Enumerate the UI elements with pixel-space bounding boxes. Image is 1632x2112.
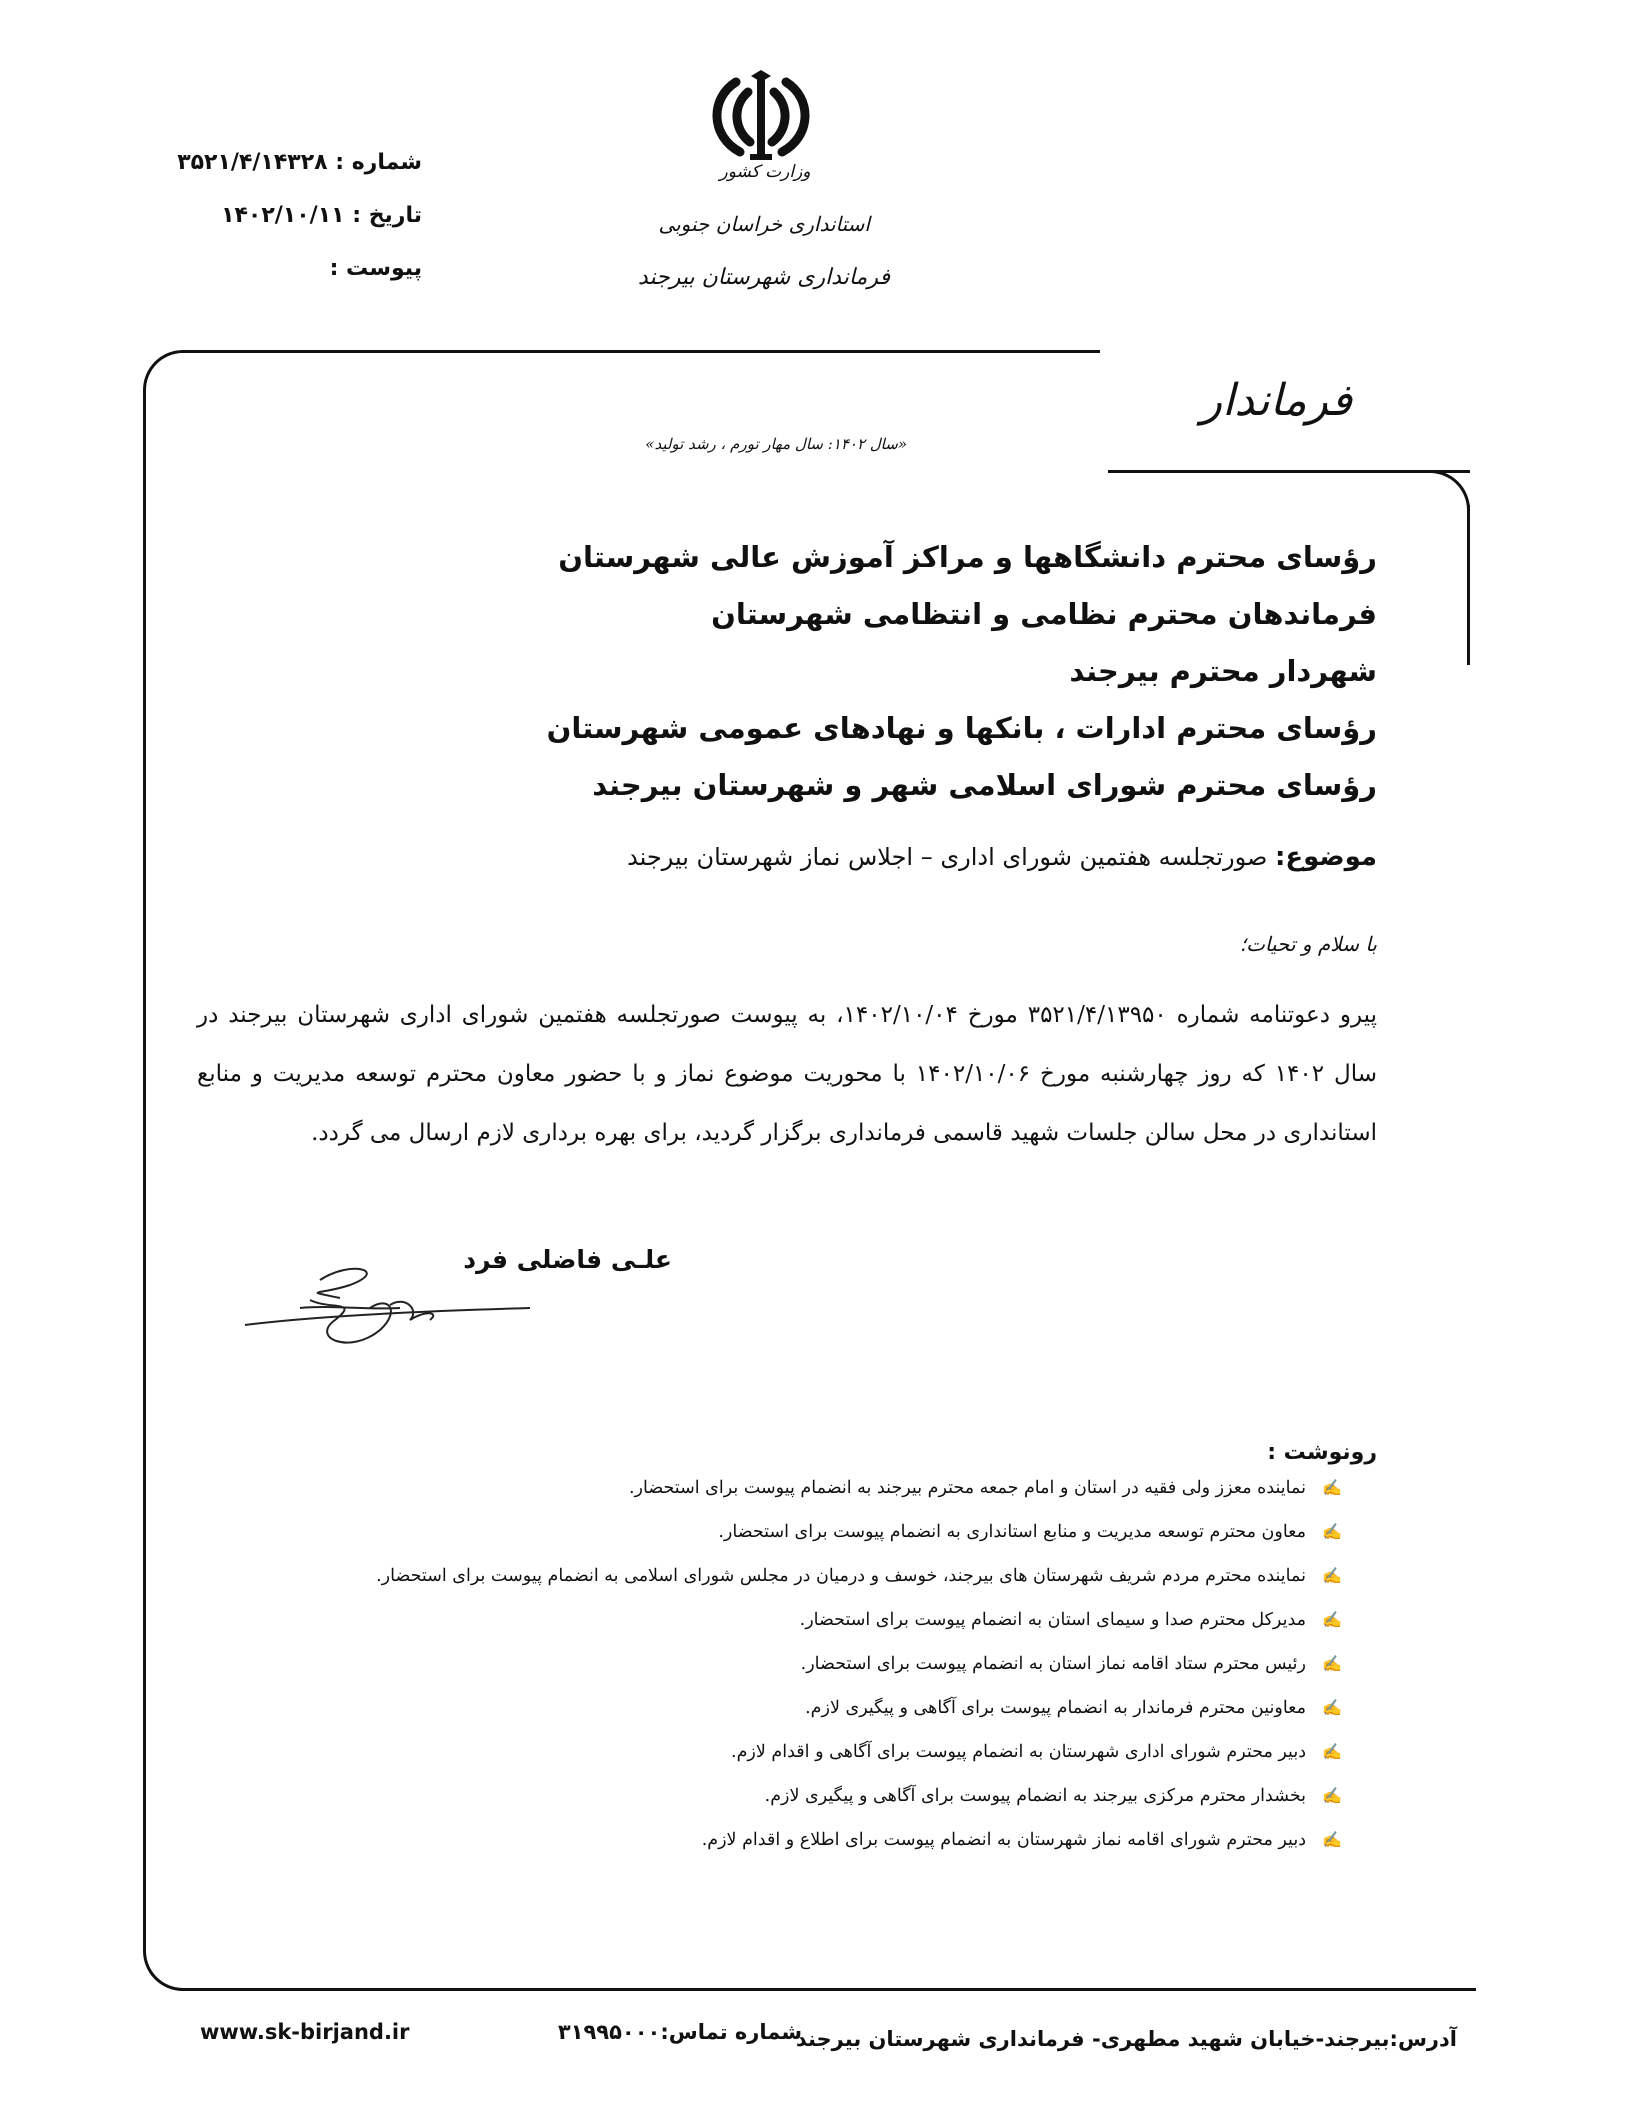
number-value: ۳۵۲۱/۴/۱۴۳۲۸ xyxy=(177,150,328,175)
list-item xyxy=(629,1478,1342,1498)
letter-attachment xyxy=(330,256,422,281)
slogan: «سال ۱۴۰۲: سال مهار تورم ، رشد تولید» xyxy=(645,435,907,453)
footer-address: آدرس:بیرجند-خیابان شهید مطهری- فرمانداری شهرستان بیرجند xyxy=(795,2027,1457,2051)
recipient-2: فرماندهان محترم نظامی و انتظامی شهرستان xyxy=(711,597,1377,631)
pen-writing-icon: ✍ xyxy=(1322,1478,1342,1497)
frame-top-step xyxy=(1108,470,1470,473)
list-item xyxy=(765,1786,1342,1806)
signer-name: علـی فاضلی فرد xyxy=(463,1245,672,1274)
recipient-3: شهردار محترم بیرجند xyxy=(1069,654,1377,688)
list-item xyxy=(800,1610,1342,1630)
list-item xyxy=(702,1830,1342,1850)
pen-writing-icon: ✍ xyxy=(1322,1742,1342,1761)
cc-item-text: دبیر محترم شورای اقامه نماز شهرستان به انضمام پیوست برای اطلاع و اقدام لازم. xyxy=(701,1830,1306,1850)
cc-item-text: نماینده معزز ولی فقیه در استان و امام جمعه محترم بیرجند به انضمام پیوست برای استحضار. xyxy=(628,1478,1306,1498)
pen-writing-icon: ✍ xyxy=(1322,1566,1342,1585)
cc-item-text: معاونین محترم فرماندار به انضمام پیوست برای آگاهی و پیگیری لازم. xyxy=(805,1698,1306,1718)
cc-item-text: مدیرکل محترم صدا و سیمای استان به انضمام پیوست برای استحضار. xyxy=(799,1610,1306,1630)
letter-body: پیرو دعوتنامه شماره ۳۵۲۱/۴/۱۳۹۵۰ مورخ ۱۴۰۲/۱۰/۰۴، به پیوست صورتجلسه هفتمین شورای اداری شهرستان بیرجند در سال ۱۴۰۲ که روز چهارشنبه مورخ ۱۴۰۲/۱۰/۰۶ با محوریت موضوع نماز و با حضور معاون محترم توسعه مدیریت و منابع استانداری در محل سالن جلسات شهید قاسمی فرمانداری برگزار گردید، برای بهره برداری لازم ارسال می گردد. xyxy=(197,1002,1378,1146)
list-item xyxy=(801,1654,1342,1674)
pen-writing-icon: ✍ xyxy=(1322,1654,1342,1673)
date-label: تاریخ : xyxy=(352,203,422,228)
list-item xyxy=(805,1698,1342,1718)
footer-phone: شماره تماس:۳۱۹۹۵۰۰۰ xyxy=(557,2020,802,2044)
pen-writing-icon: ✍ xyxy=(1322,1830,1342,1849)
cc-title: رونوشت : xyxy=(1267,1440,1377,1465)
province-name: استانداری خراسان جنوبی xyxy=(658,212,870,236)
greeting: با سلام و تحیات؛ xyxy=(1239,932,1377,956)
list-item xyxy=(731,1742,1342,1762)
footer-website[interactable]: www.sk-birjand.ir xyxy=(200,2020,410,2044)
cc-item-text: رئیس محترم ستاد اقامه نماز استان به انضمام پیوست برای استحضار. xyxy=(800,1654,1306,1674)
ministry-name: وزارت کشور xyxy=(719,162,811,182)
list-item xyxy=(718,1522,1342,1542)
frame-right-edge xyxy=(1467,505,1470,665)
recipient-1: رؤسای محترم دانشگاهها و مراکز آموزش عالی شهرستان xyxy=(558,540,1377,574)
number-label: شماره : xyxy=(335,150,422,175)
letter-number xyxy=(177,150,422,175)
letter-date xyxy=(221,203,422,228)
signature-scribble xyxy=(240,1250,540,1360)
county-name: فرمانداری شهرستان بیرجند xyxy=(637,265,890,290)
governor-title: فرماندار xyxy=(1200,375,1352,426)
list-item xyxy=(376,1566,1342,1586)
cc-item-text: دبیر محترم شورای اداری شهرستان به انضمام پیوست برای آگاهی و اقدام لازم. xyxy=(731,1742,1306,1762)
pen-writing-icon: ✍ xyxy=(1322,1786,1342,1805)
pen-writing-icon: ✍ xyxy=(1322,1610,1342,1629)
cc-item-text: نماینده محترم مردم شریف شهرستان های بیرجند، خوسف و درمیان در مجلس شورای اسلامی به انضمام پیوست برای استحضار. xyxy=(376,1566,1306,1586)
subject-text: صورتجلسه هفتمین شورای اداری – اجلاس نماز شهرستان بیرجند xyxy=(627,843,1268,871)
cc-item-text: معاون محترم توسعه مدیریت و منابع استانداری به انضمام پیوست برای استحضار. xyxy=(718,1522,1306,1542)
date-value: ۱۴۰۲/۱۰/۱۱ xyxy=(221,203,345,228)
subject-line xyxy=(627,842,1377,872)
pen-writing-icon: ✍ xyxy=(1322,1698,1342,1717)
attachment-label: پیوست : xyxy=(329,256,422,281)
subject-label: موضوع: xyxy=(1275,842,1377,872)
cc-item-text: بخشدار محترم مرکزی بیرجند به انضمام پیوست برای آگاهی و پیگیری لازم. xyxy=(764,1786,1306,1806)
cc-list xyxy=(242,1478,1342,1878)
pen-writing-icon: ✍ xyxy=(1322,1522,1342,1541)
recipient-5: رؤسای محترم شورای اسلامی شهر و شهرستان بیرجند xyxy=(592,768,1377,802)
recipient-4: رؤسای محترم ادارات ، بانکها و نهادهای عمومی شهرستان xyxy=(546,711,1377,745)
iran-emblem-icon xyxy=(706,68,816,163)
